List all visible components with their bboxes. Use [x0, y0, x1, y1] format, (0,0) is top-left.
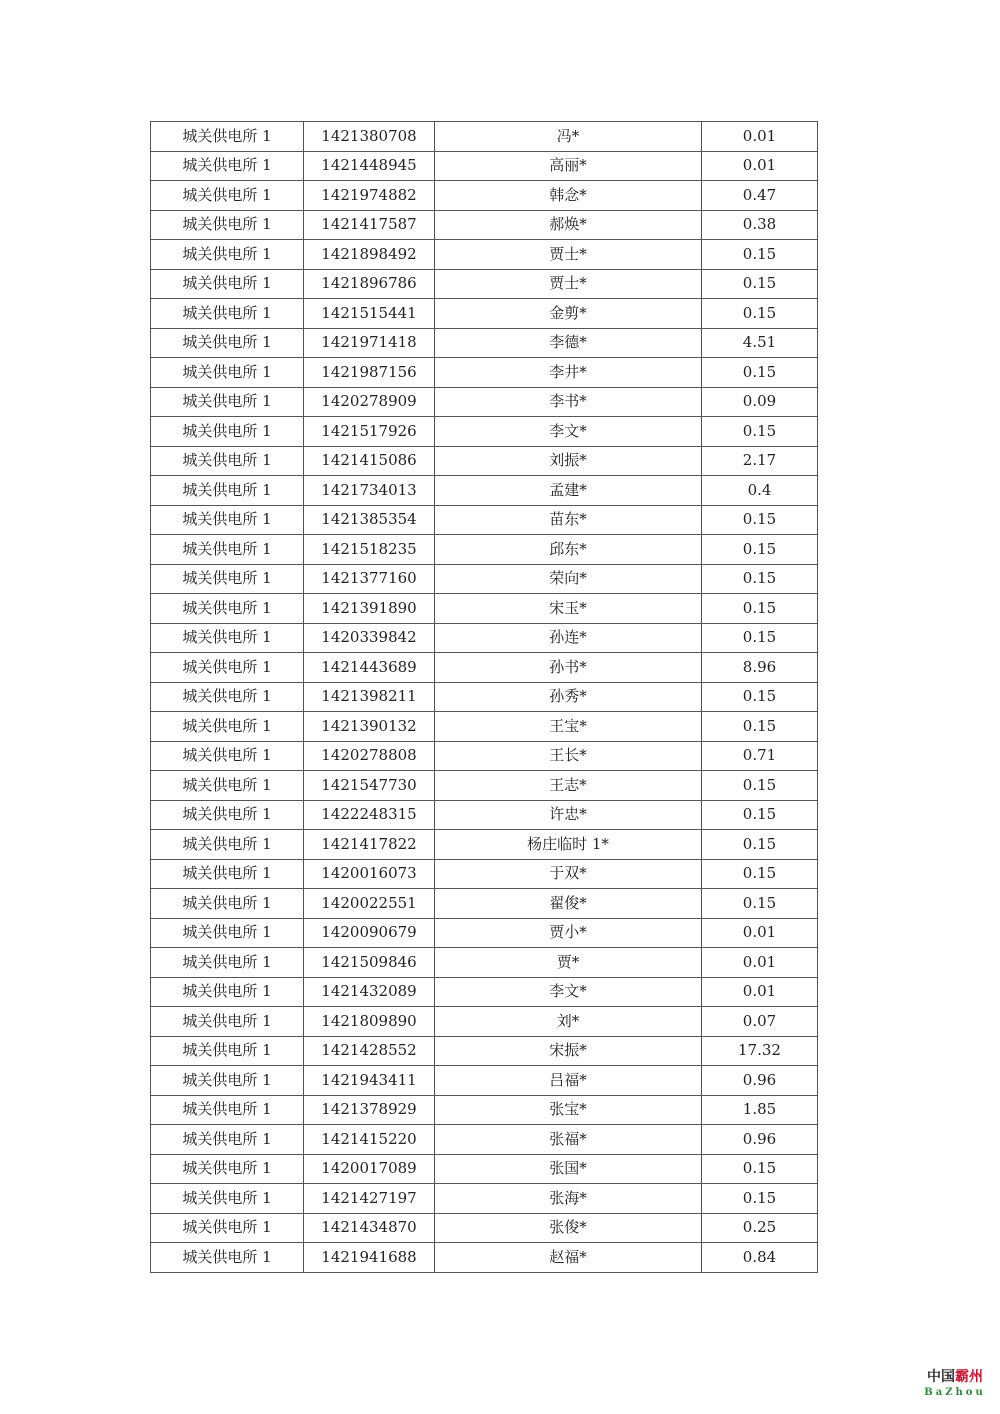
account-number-cell: 1420278808 [304, 741, 435, 771]
station-cell: 城关供电所 1 [151, 1125, 304, 1155]
amount-cell: 0.15 [702, 889, 818, 919]
customer-name-cell: 金剪* [435, 299, 702, 329]
table-row [151, 417, 818, 447]
table-row [151, 210, 818, 240]
table-row [151, 1154, 818, 1184]
table-row [151, 122, 818, 152]
account-number-cell: 1421809890 [304, 1007, 435, 1037]
table-row [151, 181, 818, 211]
account-number-cell: 1420017089 [304, 1154, 435, 1184]
customer-name-cell: 苗东* [435, 505, 702, 535]
amount-cell: 0.15 [702, 1154, 818, 1184]
station-cell: 城关供电所 1 [151, 1095, 304, 1125]
account-number-cell: 1422248315 [304, 800, 435, 830]
account-number-cell: 1421377160 [304, 564, 435, 594]
account-number-cell: 1421434870 [304, 1213, 435, 1243]
watermark-pinyin: BaZhou [924, 1387, 986, 1398]
account-number-cell: 1421415220 [304, 1125, 435, 1155]
customer-name-cell: 于双* [435, 859, 702, 889]
station-cell: 城关供电所 1 [151, 918, 304, 948]
table-row [151, 1007, 818, 1037]
customer-name-cell: 孙秀* [435, 682, 702, 712]
table-row [151, 859, 818, 889]
station-cell: 城关供电所 1 [151, 358, 304, 388]
account-number-cell: 1421417822 [304, 830, 435, 860]
station-cell: 城关供电所 1 [151, 1243, 304, 1273]
table-row [151, 240, 818, 270]
amount-cell: 0.15 [702, 564, 818, 594]
station-cell: 城关供电所 1 [151, 181, 304, 211]
account-number-cell: 1420016073 [304, 859, 435, 889]
station-cell: 城关供电所 1 [151, 1213, 304, 1243]
site-logo-watermark [924, 1366, 986, 1398]
amount-cell: 0.84 [702, 1243, 818, 1273]
customer-name-cell: 王长* [435, 741, 702, 771]
account-number-cell: 1421518235 [304, 535, 435, 565]
account-number-cell: 1421398211 [304, 682, 435, 712]
amount-cell: 0.96 [702, 1125, 818, 1155]
account-number-cell: 1421391890 [304, 594, 435, 624]
station-cell: 城关供电所 1 [151, 859, 304, 889]
customer-name-cell: 赵福* [435, 1243, 702, 1273]
table-row [151, 594, 818, 624]
table-row [151, 830, 818, 860]
customer-name-cell: 贾士* [435, 240, 702, 270]
amount-cell: 0.15 [702, 299, 818, 329]
account-number-cell: 1421417587 [304, 210, 435, 240]
amount-cell: 0.15 [702, 358, 818, 388]
customer-name-cell: 李德* [435, 328, 702, 358]
customer-name-cell: 贾小* [435, 918, 702, 948]
account-number-cell: 1421987156 [304, 358, 435, 388]
customer-name-cell: 荣向* [435, 564, 702, 594]
amount-cell: 0.15 [702, 830, 818, 860]
amount-cell: 1.85 [702, 1095, 818, 1125]
amount-cell: 0.01 [702, 122, 818, 152]
table-row [151, 387, 818, 417]
customer-name-cell: 孙书* [435, 653, 702, 683]
data-table [150, 121, 818, 1273]
table-row [151, 328, 818, 358]
station-cell: 城关供电所 1 [151, 387, 304, 417]
station-cell: 城关供电所 1 [151, 741, 304, 771]
table-row [151, 623, 818, 653]
customer-name-cell: 李文* [435, 417, 702, 447]
account-number-cell: 1420339842 [304, 623, 435, 653]
customer-name-cell: 冯* [435, 122, 702, 152]
table-row [151, 741, 818, 771]
account-number-cell: 1421380708 [304, 122, 435, 152]
station-cell: 城关供电所 1 [151, 948, 304, 978]
customer-name-cell: 高丽* [435, 151, 702, 181]
amount-cell: 0.15 [702, 859, 818, 889]
account-number-cell: 1421509846 [304, 948, 435, 978]
account-number-cell: 1421941688 [304, 1243, 435, 1273]
amount-cell: 0.15 [702, 1184, 818, 1214]
customer-name-cell: 贾士* [435, 269, 702, 299]
amount-cell: 0.15 [702, 535, 818, 565]
table-row [151, 1125, 818, 1155]
station-cell: 城关供电所 1 [151, 476, 304, 506]
amount-cell: 0.47 [702, 181, 818, 211]
customer-name-cell: 王宝* [435, 712, 702, 742]
table-row [151, 476, 818, 506]
table-row [151, 918, 818, 948]
amount-cell: 0.15 [702, 269, 818, 299]
station-cell: 城关供电所 1 [151, 889, 304, 919]
customer-name-cell: 宋振* [435, 1036, 702, 1066]
account-number-cell: 1421390132 [304, 712, 435, 742]
station-cell: 城关供电所 1 [151, 240, 304, 270]
account-number-cell: 1421448945 [304, 151, 435, 181]
table-row [151, 1036, 818, 1066]
customer-name-cell: 贾* [435, 948, 702, 978]
account-number-cell: 1421898492 [304, 240, 435, 270]
account-number-cell: 1421385354 [304, 505, 435, 535]
account-number-cell: 1421974882 [304, 181, 435, 211]
customer-name-cell: 宋玉* [435, 594, 702, 624]
account-number-cell: 1420090679 [304, 918, 435, 948]
table-row [151, 1243, 818, 1273]
amount-cell: 0.15 [702, 594, 818, 624]
customer-name-cell: 刘振* [435, 446, 702, 476]
watermark-title [924, 1366, 986, 1386]
table-row [151, 358, 818, 388]
station-cell: 城关供电所 1 [151, 299, 304, 329]
table-row [151, 682, 818, 712]
account-number-cell: 1421943411 [304, 1066, 435, 1096]
customer-name-cell: 郝焕* [435, 210, 702, 240]
customer-name-cell: 韩念* [435, 181, 702, 211]
customer-name-cell: 张海* [435, 1184, 702, 1214]
station-cell: 城关供电所 1 [151, 682, 304, 712]
account-number-cell: 1420022551 [304, 889, 435, 919]
amount-cell: 0.71 [702, 741, 818, 771]
customer-name-cell: 李井* [435, 358, 702, 388]
amount-cell: 0.15 [702, 623, 818, 653]
account-number-cell: 1421432089 [304, 977, 435, 1007]
table-row [151, 800, 818, 830]
table-body [151, 122, 818, 1273]
customer-name-cell: 翟俊* [435, 889, 702, 919]
amount-cell: 0.25 [702, 1213, 818, 1243]
amount-cell: 0.01 [702, 977, 818, 1007]
account-number-cell: 1421547730 [304, 771, 435, 801]
station-cell: 城关供电所 1 [151, 977, 304, 1007]
watermark-title-part2: 霸州 [955, 1369, 983, 1385]
account-number-cell: 1421428552 [304, 1036, 435, 1066]
amount-cell: 0.4 [702, 476, 818, 506]
amount-cell: 0.15 [702, 505, 818, 535]
table-row [151, 564, 818, 594]
station-cell: 城关供电所 1 [151, 712, 304, 742]
station-cell: 城关供电所 1 [151, 1036, 304, 1066]
account-number-cell: 1421971418 [304, 328, 435, 358]
station-cell: 城关供电所 1 [151, 623, 304, 653]
station-cell: 城关供电所 1 [151, 328, 304, 358]
account-number-cell: 1421517926 [304, 417, 435, 447]
account-number-cell: 1421378929 [304, 1095, 435, 1125]
table-row [151, 1184, 818, 1214]
customer-name-cell: 杨庄临时 1* [435, 830, 702, 860]
station-cell: 城关供电所 1 [151, 269, 304, 299]
customer-name-cell: 许忠* [435, 800, 702, 830]
account-number-cell: 1421734013 [304, 476, 435, 506]
amount-cell: 0.15 [702, 712, 818, 742]
station-cell: 城关供电所 1 [151, 505, 304, 535]
table-row [151, 1095, 818, 1125]
table-row [151, 977, 818, 1007]
amount-cell: 0.07 [702, 1007, 818, 1037]
table-row [151, 889, 818, 919]
customer-name-cell: 王志* [435, 771, 702, 801]
table-row [151, 712, 818, 742]
amount-cell: 0.01 [702, 151, 818, 181]
table-row [151, 948, 818, 978]
station-cell: 城关供电所 1 [151, 830, 304, 860]
table-row [151, 446, 818, 476]
station-cell: 城关供电所 1 [151, 122, 304, 152]
table-row [151, 151, 818, 181]
customer-name-cell: 张宝* [435, 1095, 702, 1125]
customer-name-cell: 李书* [435, 387, 702, 417]
table-row [151, 1066, 818, 1096]
station-cell: 城关供电所 1 [151, 1154, 304, 1184]
amount-cell: 0.15 [702, 771, 818, 801]
account-number-cell: 1421415086 [304, 446, 435, 476]
amount-cell: 0.15 [702, 417, 818, 447]
station-cell: 城关供电所 1 [151, 1066, 304, 1096]
station-cell: 城关供电所 1 [151, 151, 304, 181]
customer-name-cell: 孟建* [435, 476, 702, 506]
amount-cell: 0.96 [702, 1066, 818, 1096]
amount-cell: 8.96 [702, 653, 818, 683]
customer-name-cell: 张俊* [435, 1213, 702, 1243]
station-cell: 城关供电所 1 [151, 564, 304, 594]
amount-cell: 4.51 [702, 328, 818, 358]
account-number-cell: 1421443689 [304, 653, 435, 683]
amount-cell: 0.09 [702, 387, 818, 417]
amount-cell: 0.15 [702, 240, 818, 270]
table-row [151, 505, 818, 535]
station-cell: 城关供电所 1 [151, 1184, 304, 1214]
customer-name-cell: 李文* [435, 977, 702, 1007]
table-row [151, 299, 818, 329]
amount-cell: 0.38 [702, 210, 818, 240]
table-row [151, 269, 818, 299]
account-number-cell: 1421515441 [304, 299, 435, 329]
amount-cell: 0.01 [702, 918, 818, 948]
amount-cell: 17.32 [702, 1036, 818, 1066]
amount-cell: 0.15 [702, 800, 818, 830]
station-cell: 城关供电所 1 [151, 1007, 304, 1037]
account-number-cell: 1421427197 [304, 1184, 435, 1214]
station-cell: 城关供电所 1 [151, 446, 304, 476]
customer-name-cell: 张国* [435, 1154, 702, 1184]
account-number-cell: 1420278909 [304, 387, 435, 417]
customer-name-cell: 孙连* [435, 623, 702, 653]
station-cell: 城关供电所 1 [151, 771, 304, 801]
account-number-cell: 1421896786 [304, 269, 435, 299]
watermark-title-part1: 中国 [927, 1369, 955, 1385]
station-cell: 城关供电所 1 [151, 594, 304, 624]
table-row [151, 771, 818, 801]
station-cell: 城关供电所 1 [151, 417, 304, 447]
customer-name-cell: 刘* [435, 1007, 702, 1037]
customer-name-cell: 邱东* [435, 535, 702, 565]
customer-name-cell: 吕福* [435, 1066, 702, 1096]
amount-cell: 2.17 [702, 446, 818, 476]
amount-cell: 0.01 [702, 948, 818, 978]
station-cell: 城关供电所 1 [151, 535, 304, 565]
station-cell: 城关供电所 1 [151, 653, 304, 683]
customer-name-cell: 张福* [435, 1125, 702, 1155]
table-row [151, 535, 818, 565]
station-cell: 城关供电所 1 [151, 210, 304, 240]
amount-cell: 0.15 [702, 682, 818, 712]
table-row [151, 1213, 818, 1243]
station-cell: 城关供电所 1 [151, 800, 304, 830]
table-row [151, 653, 818, 683]
